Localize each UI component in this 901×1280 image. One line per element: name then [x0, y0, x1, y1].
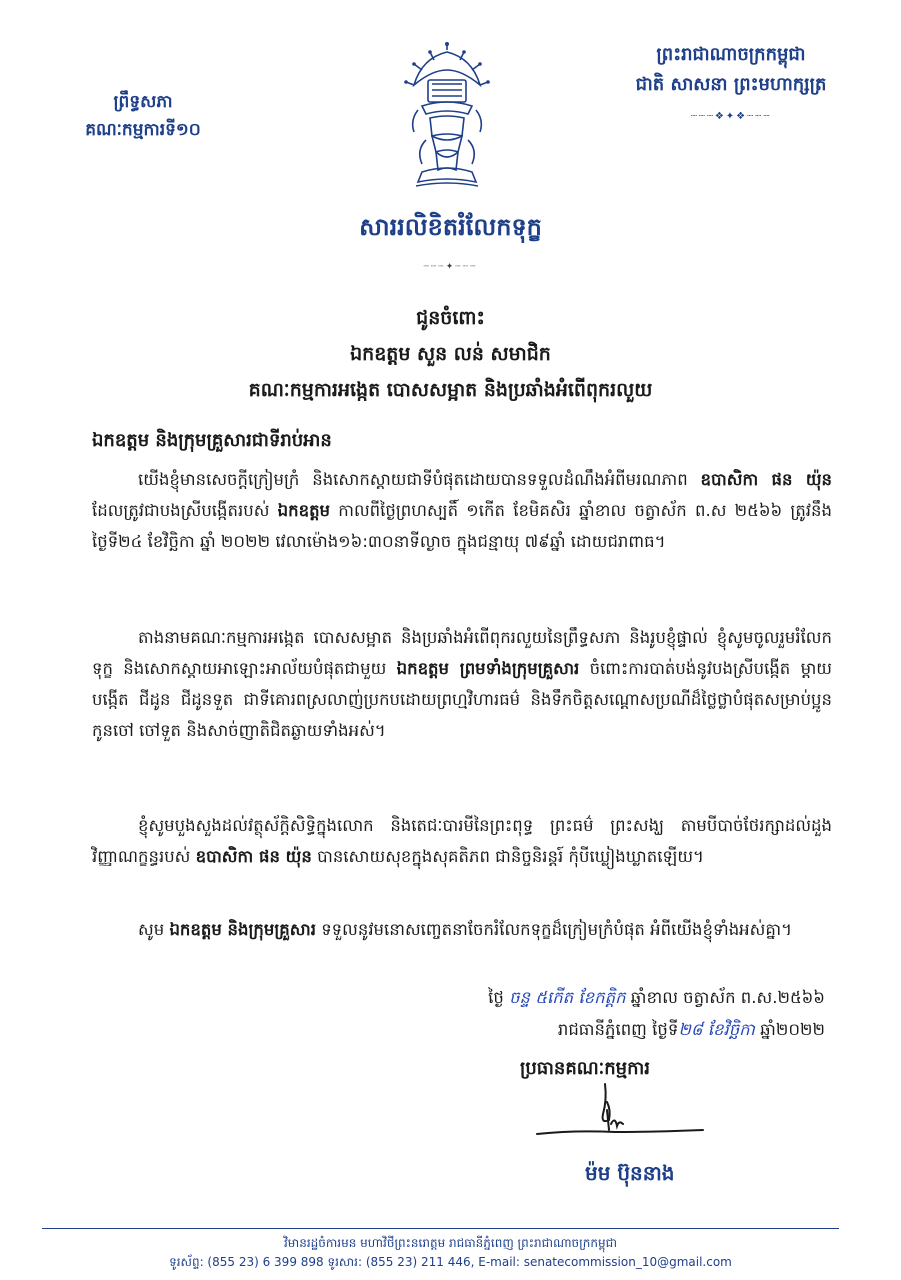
handwritten-day-number: ២៨: [678, 1020, 703, 1039]
recipient-to: ជូនចំពោះ: [416, 307, 485, 329]
recipient-committee: គណៈកម្មការអង្កេត បោសសម្អាត និងប្រឆាំងអំពើពុករលួយ: [248, 379, 653, 401]
title-ornament: ┈┈┈✦┈┈┈: [423, 262, 478, 272]
recipient-name: ឯកឧត្តម សួន លន់ សមាជិក: [350, 343, 551, 365]
kingdom-header: [601, 40, 861, 132]
footer-divider: [42, 1228, 839, 1229]
kingdom-name: ព្រះរាជាណាចក្រកម្ពុជា: [656, 44, 806, 65]
paragraph-4: សូម ឯកឧត្តម និងក្រុមគ្រួសារ ទទួលនូវមនោសញ្ចេតនាចែករំលែកទុក្ខដ៏ក្រៀមក្រំបំផុត អំពីយើងខ្ញុំទាំងអស់គ្នា។: [138, 920, 792, 939]
deceased-name: ឧបាសិកា ផន យ៉ុន: [195, 847, 312, 866]
senate-header: [68, 88, 218, 144]
document-title: សាររលិខិតរំលែកទុក្ខ: [359, 213, 542, 241]
deceased-name: ឧបាសិកា ផន យ៉ុន: [700, 470, 832, 489]
royal-emblem-icon: [392, 40, 502, 200]
solar-date: រាជធានីភ្នំពេញ ថ្ងៃទី២៨ ខែវិច្ឆិកា ឆ្នាំ២០២២: [557, 1020, 825, 1039]
paragraph-3: ខ្ញុំសូមបួងសួងដល់វត្ថុស័ក្តិសិទ្ធិក្នុងលោក និងតេជៈបារមីនៃព្រះពុទ្ធ ព្រះធម៌ ព្រះសង្ឃ តាមបីបាច់ថែរក្សាដល់ដួងវិញ្ញាណក្ខន្ធរបស់ ឧបាសិកា ផន យ៉ុន បានសោយសុខក្នុងសុគតិភព ជានិច្ចនិរន្តរ៍ កុំបីឃ្លៀងឃ្លាតឡើយ។: [92, 816, 832, 866]
handwritten-day: ចន្ទ: [509, 988, 531, 1007]
handwritten-month: ខែកត្តិក: [578, 988, 626, 1007]
paragraph-1: យើងខ្ញុំមានសេចក្តីក្រៀមក្រំ និងសោកស្តាយជាទីបំផុតដោយបានទទួលដំណឹងអំពីមរណភាព ឧបាសិកា ផន យ៉ុន ដែលត្រូវជាបងស្រីបង្កើតរបស់ ឯកឧត្តម កាលពីថ្ងៃព្រហស្បតិ៍ ១កើត ខែមិគសិរ ឆ្នាំខាល ចត្វាស័ក ព.ស ២៥៦៦ ត្រូវនឹងថ្ងៃទី២៤ ខែវិច្ឆិកា ឆ្នាំ ២០២២ វេលាម៉ោង១៦:៣០នាទីល្ងាច ក្នុងជន្មាយុ ៧៩ឆ្នាំ ដោយជរាពាធ។: [92, 470, 832, 551]
commission-number: គណៈកម្មការទី១០: [85, 120, 201, 140]
lunar-date: ថ្ងៃ ចន្ទ ៥កើត ខែកត្តិក ឆ្នាំខាល ចត្វាស័ក ព.ស.២៥៦៦: [488, 988, 825, 1007]
national-motto: ជាតិ សាសនា ព្រះមហាក្សត្រ: [635, 74, 827, 95]
handwritten-waxing: ៥កើត: [535, 988, 574, 1007]
footer-address: វិមានរដ្ឋចំការមន មហាវិថីព្រះនរោត្តម រាជធានីភ្នំពេញ ព្រះរាជាណាចក្រកម្ពុជា: [283, 1236, 617, 1250]
senate-name: ព្រឹទ្ធសភា: [113, 92, 173, 112]
header-ornament: ┈┈┈❖✦❖┈┈┈: [690, 111, 772, 122]
paragraph-2: តាងនាមគណៈកម្មការអង្កេត បោសសម្អាត និងប្រឆាំងអំពើពុករលួយនៃព្រឹទ្ធសភា និងរូបខ្ញុំផ្ទាល់ ខ្ញុំសូមចូលរួមរំលែកទុក្ខ និងសោកស្តាយអាឡោះអាល័យបំផុតជាមួយ ឯកឧត្តម ព្រមទាំងក្រុមគ្រួសារ ចំពោះការបាត់បង់នូវបងស្រីបង្កើត ម្តាយបង្កើត ជីដូន ជីដូនទួត ជាទីគោរពស្រលាញ់ប្រកបដោយព្រហ្មវិហារធម៌ និងទឹកចិត្តសណ្តោសប្រណីដ៏ថ្លៃថ្លាបំផុតសម្រាប់ប្អូន កូនចៅ ចៅទួត និងសាច់ញាតិជិតឆ្ងាយទាំងអស់។: [92, 628, 833, 740]
signature-icon: [535, 1080, 705, 1150]
recipient-block: [0, 300, 901, 408]
handwritten-month: ខែវិច្ឆិកា: [707, 1020, 755, 1039]
footer-contacts: ទូរស័ព្ទ: (855 23) 6 399 898 ទូរសារ: (855 23) 211 446, E-mail: senatecommission_10@gmail.com: [169, 1255, 732, 1269]
salutation: ឯកឧត្តម និងក្រុមគ្រួសារជាទីរាប់អាន: [92, 430, 332, 451]
signatory-title: ប្រធានគណៈកម្មការ: [520, 1058, 650, 1079]
signatory-name: ម៉ម ប៊ុននាង: [585, 1161, 675, 1185]
